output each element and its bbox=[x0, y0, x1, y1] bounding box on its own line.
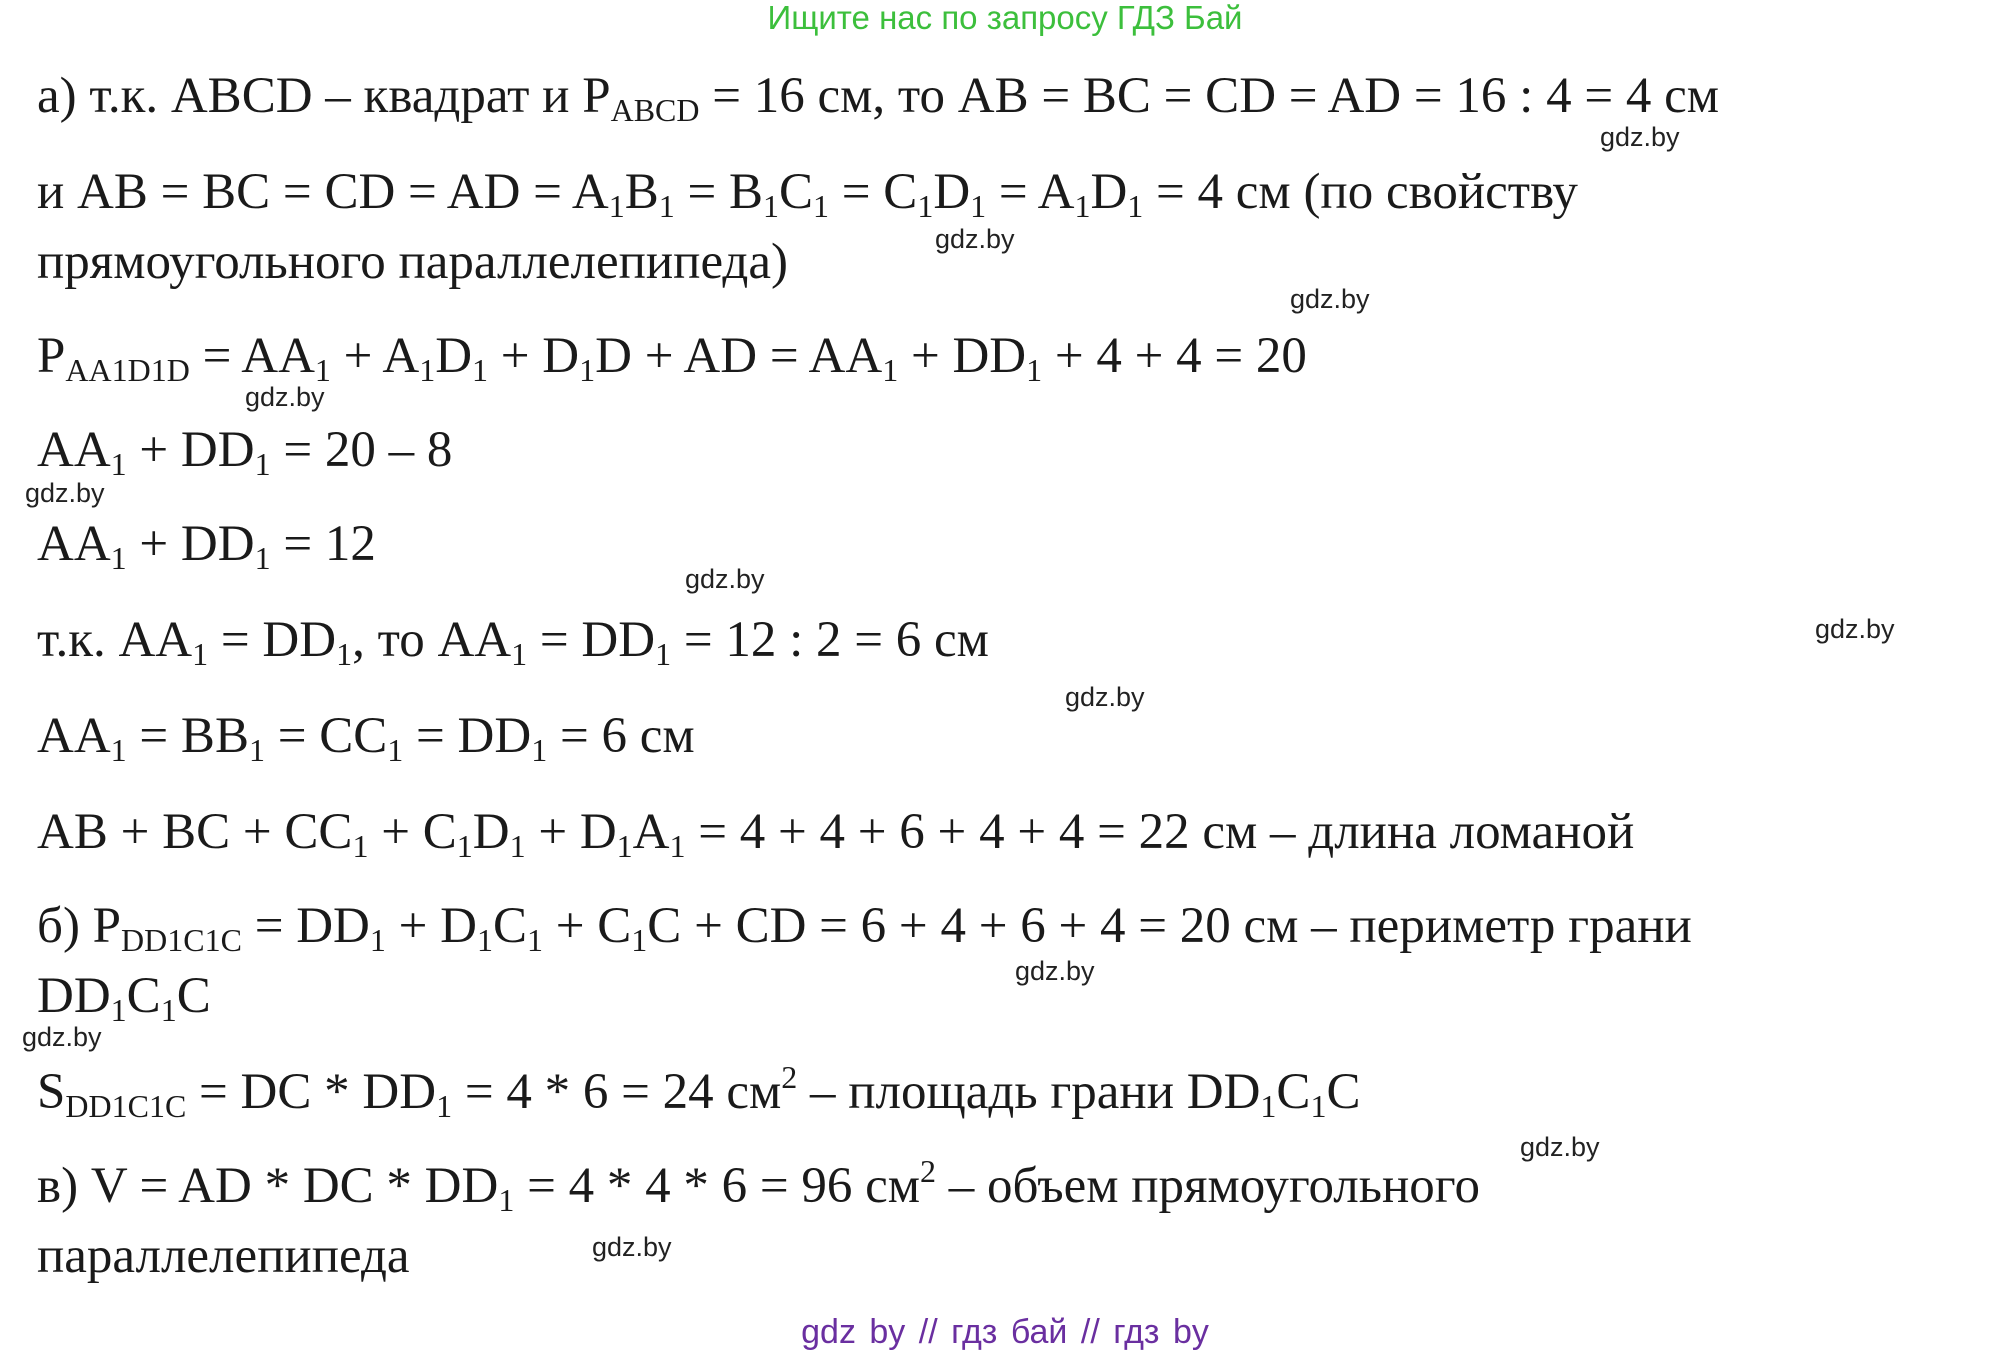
solution-line-5: $AA_1 + DD_1 = 20 - 8$ bbox=[37, 422, 453, 482]
solution-line-14: параллелепипеда bbox=[37, 1228, 410, 1284]
solution-line-11: $DD_1C_1C$ bbox=[37, 968, 211, 1028]
solution-line-13: в) V = AD * DC * $DD_1 = 4 * 4 * 6 = 96$ $см^2$ – объем прямоугольного bbox=[37, 1153, 1480, 1218]
solution-line-2: и AB = BC = CD = AD = $A_1B_1 = B_1C_1 = C_1D_1 = A_1D_1 = 4$ см (по свойству bbox=[37, 164, 1578, 224]
solution-line-3: прямоугольного параллелепипеда) bbox=[37, 234, 789, 290]
solution-line-9: AB + BC + $CC_1 + C_1D_1 + D_1A_1 = 4 + 4 + 6 + 4 + 4 = 22$ см – длина ломаной bbox=[37, 804, 1635, 864]
solution-line-7: т.к. $AA_1 = DD_1$, то $AA_1 = DD_1 = 12$ : 2 = 6 см bbox=[37, 612, 989, 672]
watermark: gdz.by bbox=[935, 224, 1015, 254]
watermark: gdz.by bbox=[1520, 1132, 1600, 1162]
watermark: gdz.by bbox=[245, 382, 325, 412]
watermark: gdz.by bbox=[25, 478, 105, 508]
footer-links[interactable]: gdz by // гдз бай // гдз by bbox=[801, 1313, 1209, 1351]
promo-banner[interactable]: Ищите нас по запросу ГДЗ Бай bbox=[767, 0, 1243, 36]
solution-line-1: а) т.к. ABCD – квадрат и $P_{ABCD} = 16$ см, то AB = BC = CD = AD = 16 : 4 = 4 см bbox=[37, 68, 1719, 128]
watermark: gdz.by bbox=[592, 1232, 672, 1262]
solution-line-8: $AA_1 = BB_1 = CC_1 = DD_1 = 6$ см bbox=[37, 708, 695, 768]
watermark: gdz.by bbox=[1815, 614, 1895, 644]
solution-line-12: $S_{DD1C1C}$ = DC * $DD_1 = 4 * 6 = 24$ $см^2$ – площадь грани $DD_1C_1C$ bbox=[37, 1059, 1361, 1124]
watermark: gdz.by bbox=[1065, 682, 1145, 712]
watermark: gdz.by bbox=[1015, 956, 1095, 986]
watermark: gdz.by bbox=[22, 1022, 102, 1052]
watermark: gdz.by bbox=[685, 564, 765, 594]
solution-line-4: $P_{AA1D1D} = AA_1 + A_1D_1 + D_1D$ + AD = $AA_1 + DD_1 + 4 + 4 = 20$ bbox=[37, 328, 1307, 388]
solution-line-10: б) $P_{DD1C1C} = DD_1 + D_1C_1 + C_1C$ + CD = 6 + 4 + 6 + 4 = 20 см – периметр грани bbox=[37, 898, 1692, 958]
watermark: gdz.by bbox=[1290, 284, 1370, 314]
watermark: gdz.by bbox=[1600, 122, 1680, 152]
solution-line-6: $AA_1 + DD_1 = 12$ bbox=[37, 516, 376, 576]
